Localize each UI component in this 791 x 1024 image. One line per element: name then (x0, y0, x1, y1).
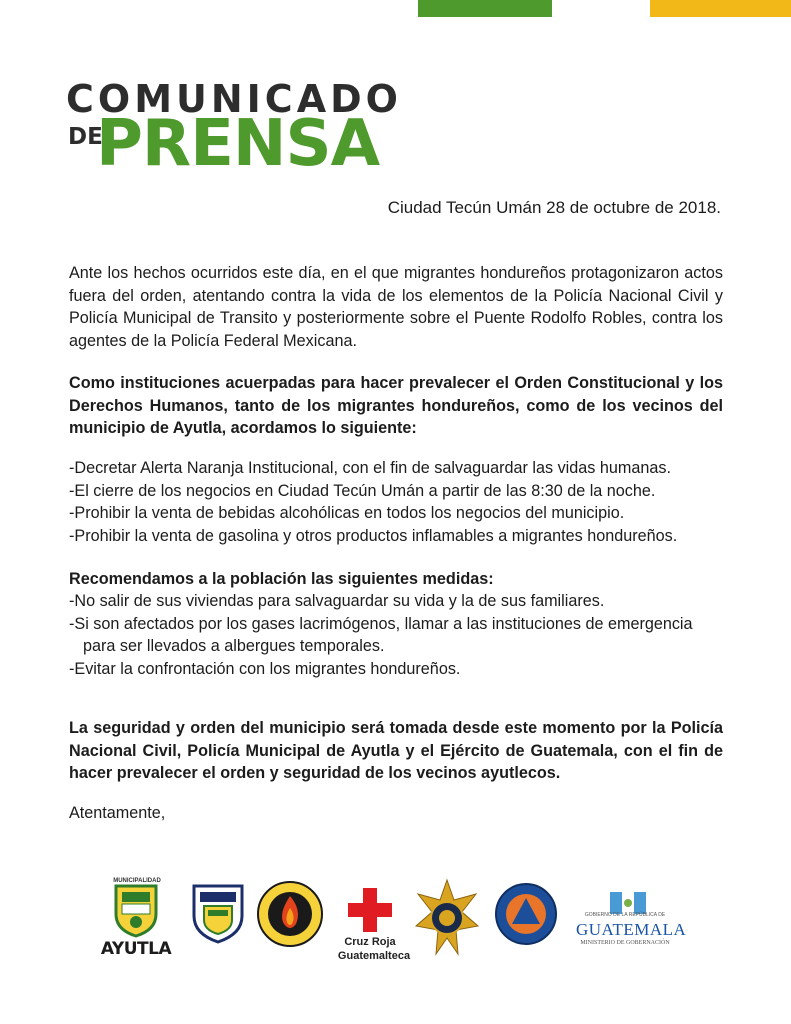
top-yellow-bar (650, 0, 791, 17)
conred-emblem-icon (494, 882, 558, 946)
list-item: -Prohibir la venta de gasolina y otros productos inflamables a migrantes hondureños. (69, 526, 678, 545)
guatemala-wordmark: GUATEMALA (576, 920, 687, 939)
list-item: -Evitar la confrontación con los migrantes hondureños. (69, 659, 461, 678)
top-green-bar (418, 0, 552, 17)
recommendations-title: Recomendamos a la población las siguientes medidas: (69, 570, 494, 588)
paragraph-agreement: Como instituciones acuerpadas para hacer prevalecer el Orden Constitucional y los Derechos Humanos, tanto de los migrantes hondureños, como de los vecinos del municipio de Ayutla, acordamos lo siguiente: (69, 374, 723, 437)
ayutla-shield-icon (112, 882, 160, 938)
list-item: -Si son afectados por los gases lacrimógenos, llamar a las instituciones de emergencia (69, 614, 693, 633)
title-prensa: PRENSA (96, 107, 380, 181)
guatemala-flag-icon (610, 892, 646, 914)
pnc-star-badge-icon (412, 878, 482, 962)
title-de: DE (68, 124, 103, 150)
cruz-roja-label-1: Cruz Roja (344, 936, 396, 948)
agreements-list (69, 457, 759, 547)
policia-municipal-badge-icon (190, 882, 246, 944)
list-item: -Prohibir la venta de bebidas alcohólicas en todos los negocios del municipio. (69, 504, 625, 522)
institution-logos (0, 868, 791, 978)
list-item: -El cierre de los negocios en Ciudad Tecún Umán a partir de las 8:30 de la noche. (69, 481, 656, 500)
guatemala-ministry-label: MINISTERIO DE GOBERNACIÓN (580, 940, 670, 946)
date-line: Ciudad Tecún Umán 28 de octubre de 2018. (387, 198, 721, 217)
ayutla-small-label: MUNICIPALIDAD (113, 878, 161, 884)
list-item: para ser llevados a albergues temporales. (83, 637, 385, 655)
closing-text: Atentamente, (69, 804, 166, 822)
guatemala-top-label: GOBIERNO DE LA REPÚBLICA DE (584, 912, 666, 918)
list-item: -Decretar Alerta Naranja Institucional, con el fin de salvaguardar las vidas humanas. (69, 459, 671, 477)
cruz-roja-label-2: Guatemalteca (337, 950, 411, 962)
paragraph-security: La seguridad y orden del municipio será tomada desde este momento por la Policía Nacional Civil, Policía Municipal de Ayutla y el Ejército de Guatemala, con el fin de hacer prevalecer el orden y seguridad de los vecinos ayutlecos. (69, 719, 723, 782)
ayutla-wordmark: AYUTLA (100, 939, 172, 959)
bomberos-emblem-icon (256, 880, 324, 948)
list-item: -No salir de sus viviendas para salvaguardar su vida y la de sus familiares. (69, 592, 605, 610)
paragraph-intro: Ante los hechos ocurridos este día, en el que migrantes hondureños protagonizaron actos fuera del orden, atentando contra la vida de los elementos de la Policía Nacional Civil y Policía Municipal de Transito y posteriormente sobre el Puente Rodolfo Robles, contra los agentes de la Policía Federal Mexicana. (69, 264, 723, 350)
title-comunicado: COMUNICADO (66, 77, 402, 121)
red-cross-icon (346, 886, 394, 934)
recommendations-list (69, 590, 759, 680)
